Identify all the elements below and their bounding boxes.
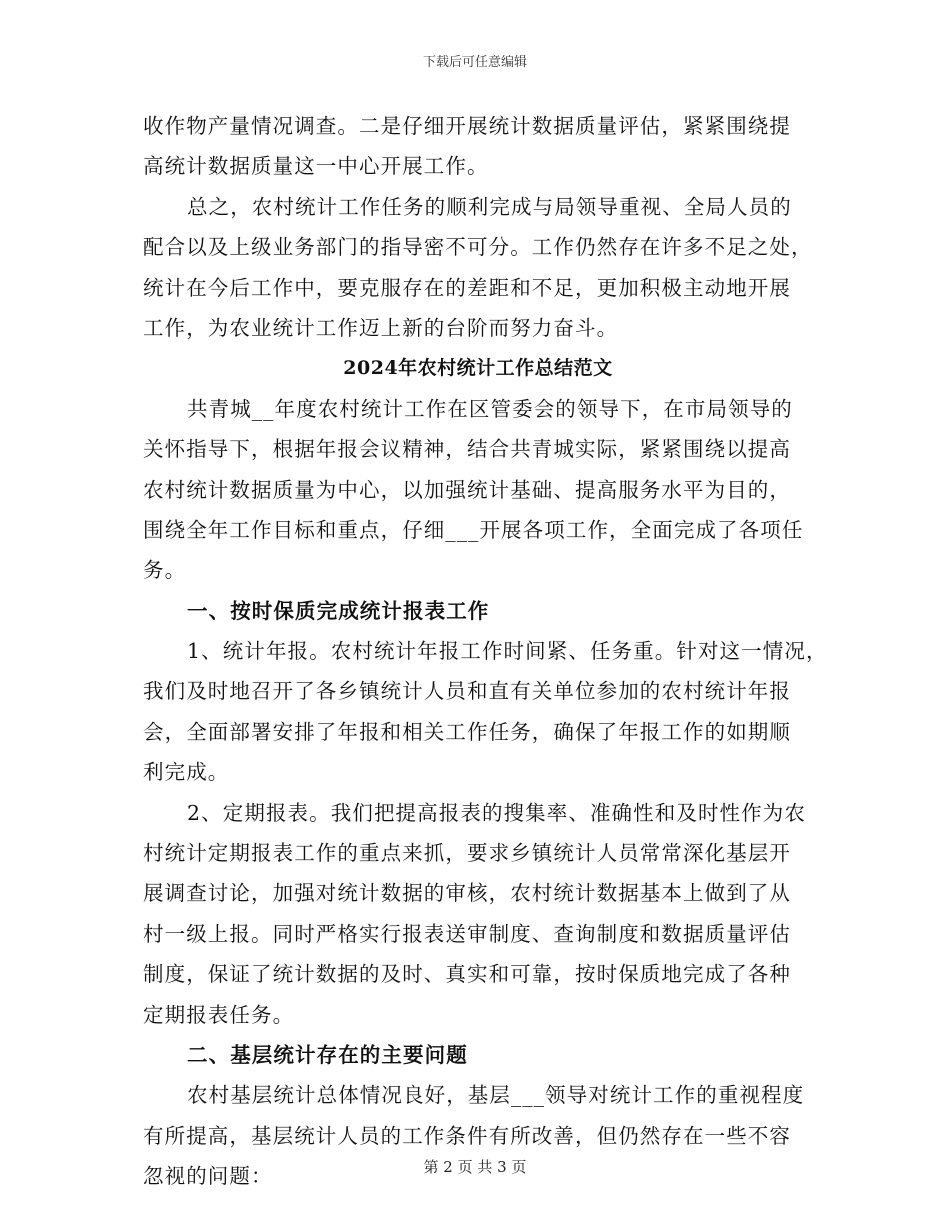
text-line: 制度，保证了统计数据的及时、真实和可靠，按时保质地完成了各种 xyxy=(143,962,791,987)
document-title: 2024年农村统计工作总结范文 xyxy=(343,357,613,380)
text-line: 农村统计数据质量为中心，以加强统计基础、提高服务水平为目的， xyxy=(143,477,791,502)
text-line: 高统计数据质量这一中心开展工作。 xyxy=(143,154,489,179)
text-line: 利完成。 xyxy=(143,760,230,785)
text-line: 围绕全年工作目标和重点，仔细___开展各项工作，全面完成了各项任 xyxy=(143,517,804,542)
text-line: 统计在今后工作中，要克服存在的差距和不足，更加积极主动地开展 xyxy=(143,275,791,300)
text-line: 收作物产量情况调查。二是仔细开展统计数据质量评估，紧紧围绕提 xyxy=(143,114,791,138)
text-line: 忽视的问题： xyxy=(143,1164,273,1189)
text-line: 定期报表任务。 xyxy=(143,1002,295,1027)
text-line: 配合以及上级业务部门的指导密不可分。工作仍然存在许多不足之处， xyxy=(143,235,813,260)
text-line: 关怀指导下，根据年报会议精神，结合共青城实际，紧紧围绕以提高 xyxy=(143,437,791,462)
paragraph-start-line: 共青城__年度农村统计工作在区管委会的领导下，在市局领导的 xyxy=(187,396,793,421)
text-line: 我们及时地召开了各乡镇统计人员和直有关单位参加的农村统计年报 xyxy=(143,679,791,704)
paragraph-start-line: 2、定期报表。我们把提高报表的搜集率、准确性和及时性作为农 xyxy=(187,800,806,825)
paragraph-start-line: 总之，农村统计工作任务的顺利完成与局领导重视、全局人员的 xyxy=(187,194,792,219)
document-body xyxy=(143,106,828,1197)
text-line: 展调查讨论，加强对统计数据的审核，农村统计数据基本上做到了从 xyxy=(143,881,791,906)
paragraph-start-line: 1、统计年报。农村统计年报工作时间紧、任务重。针对这一情况， xyxy=(187,639,828,664)
text-line: 村一级上报。同时严格实行报表送审制度、查询制度和数据质量评估 xyxy=(143,921,791,946)
text-line: 有所提高，基层统计人员的工作条件有所改善，但仍然存在一些不容 xyxy=(143,1123,791,1148)
section-heading: 一、按时保质完成统计报表工作 xyxy=(187,598,490,623)
page-number-footer: 第 2 页 共 3 页 xyxy=(423,1158,527,1176)
text-line: 会，全面部署安排了年报和相关工作任务，确保了年报工作的如期顺 xyxy=(143,719,791,744)
text-line: 村统计定期报表工作的重点来抓，要求乡镇统计人员常常深化基层开 xyxy=(143,841,791,866)
text-line: 工作，为农业统计工作迈上新的台阶而努力奋斗。 xyxy=(143,315,619,340)
text-line: 务。 xyxy=(143,558,187,583)
section-heading: 二、基层统计存在的主要问题 xyxy=(187,1042,468,1067)
page-header: 下载后可任意编辑 xyxy=(422,55,527,70)
paragraph-start-line: 农村基层统计总体情况良好，基层___领导对统计工作的重视程度 xyxy=(187,1083,805,1108)
